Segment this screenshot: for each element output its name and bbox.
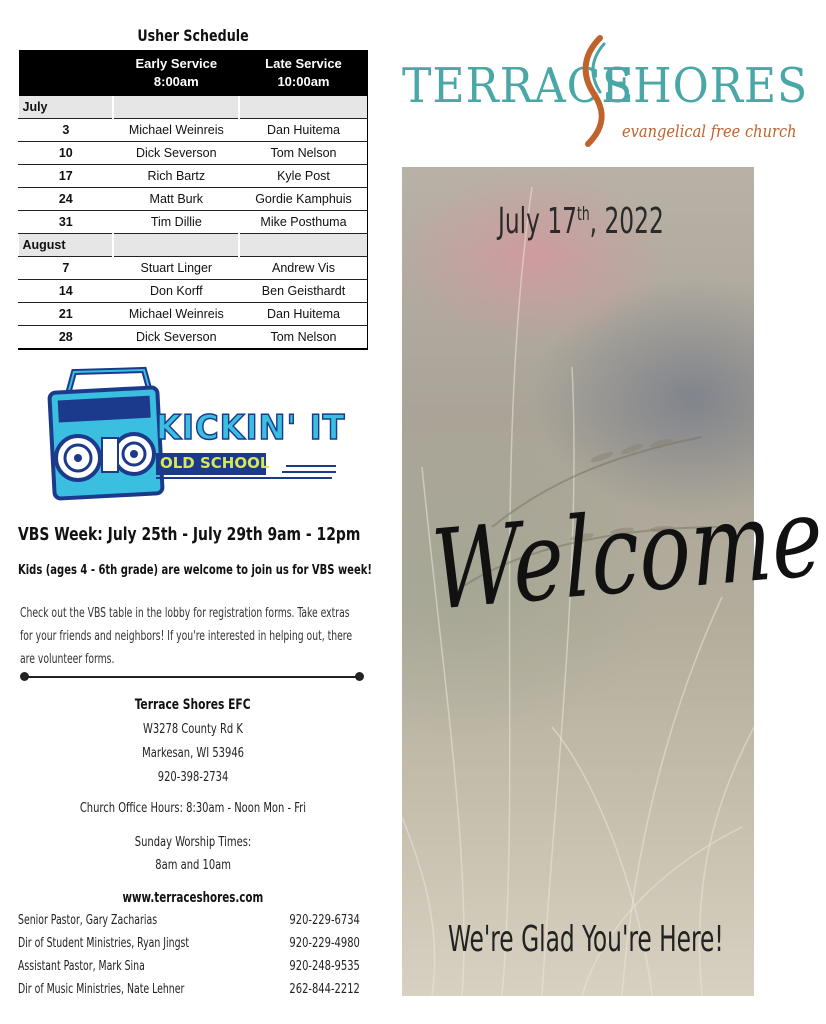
usher-header-early: Early Service 8:00am: [113, 50, 239, 96]
logo-word-terrace: TERRACE: [402, 58, 635, 114]
divider-dot-right: [355, 672, 364, 681]
usher-month-row: [19, 234, 368, 257]
divider-dot-left: [20, 672, 29, 681]
usher-cell-label: August: [19, 234, 114, 257]
usher-cell-date: 28: [19, 326, 114, 350]
usher-cell-date: 21: [19, 303, 114, 326]
usher-cell-empty: [113, 234, 239, 257]
usher-cell-early: Tim Dillie: [113, 211, 239, 234]
welcome-heading: Welcome: [428, 472, 826, 635]
logo-word-shores: SHORES: [602, 58, 809, 114]
usher-cell-late: Kyle Post: [239, 165, 367, 188]
usher-cell-empty: [113, 96, 239, 119]
church-phone: 920-398-2734: [157, 769, 229, 785]
staff-name: Assistant Pastor, Mark Sina: [18, 959, 145, 974]
usher-cell-early: Dick Severson: [113, 142, 239, 165]
vbs-week-heading: VBS Week: July 25th - July 29th 9am - 12pm: [18, 524, 361, 545]
usher-cell-early: Don Korff: [113, 280, 239, 303]
staff-name: Senior Pastor, Gary Zacharias: [18, 913, 158, 928]
usher-row: [19, 303, 368, 326]
church-name: Terrace Shores EFC: [135, 697, 251, 713]
usher-row: [19, 280, 368, 303]
usher-cell-late: Dan Huitema: [239, 303, 367, 326]
usher-cell-early: Dick Severson: [113, 326, 239, 350]
usher-cell-date: 24: [19, 188, 114, 211]
staff-row: [18, 936, 368, 959]
staff-row: [18, 959, 368, 982]
vbs-logo-title: KICKIN' IT: [156, 408, 346, 448]
section-divider: [24, 676, 360, 678]
usher-cell-date: 17: [19, 165, 114, 188]
usher-cell-date: 10: [19, 142, 114, 165]
staff-name: Dir of Music Ministries, Nate Lehner: [18, 982, 185, 997]
staff-name: Dir of Student Ministries, Ryan Jingst: [18, 936, 190, 951]
website-link[interactable]: www.terraceshores.com: [122, 890, 264, 906]
church-address-line1: W3278 County Rd K: [143, 721, 243, 737]
usher-row: [19, 257, 368, 280]
usher-cell-label: July: [19, 96, 114, 119]
usher-row: [19, 211, 368, 234]
worship-times: 8am and 10am: [155, 857, 231, 873]
vbs-details-text: Check out the VBS table in the lobby for registration forms. Take extras for your friends and neighbors! If you're interested in helping out, there are volunteer forms.: [20, 606, 353, 667]
usher-cell-late: Tom Nelson: [239, 142, 367, 165]
usher-header-date: [19, 50, 114, 96]
usher-cell-late: Ben Geisthardt: [239, 280, 367, 303]
logo-subtitle: evangelical free church: [622, 122, 797, 142]
usher-row: [19, 188, 368, 211]
usher-row: [19, 326, 368, 350]
usher-cell-late: Mike Posthuma: [239, 211, 367, 234]
usher-cell-late: Dan Huitema: [239, 119, 367, 142]
staff-row: [18, 982, 368, 1005]
usher-cell-empty: [239, 96, 367, 119]
usher-cell-late: Gordie Kamphuis: [239, 188, 367, 211]
usher-row: [19, 142, 368, 165]
usher-cell-late: Andrew Vis: [239, 257, 367, 280]
service-date: July 17th, 2022: [498, 201, 664, 242]
office-hours: Church Office Hours: 8:30am - Noon Mon - Fri: [79, 800, 307, 816]
staff-row: [18, 913, 368, 936]
usher-cell-early: Stuart Linger: [113, 257, 239, 280]
usher-cell-date: 31: [19, 211, 114, 234]
usher-cell-empty: [239, 234, 367, 257]
vbs-logo-subtitle: OLD SCHOOL: [160, 454, 270, 472]
usher-schedule-title: Usher Schedule: [137, 26, 249, 45]
staff-phone: 920-229-4980: [289, 936, 360, 951]
usher-cell-early: Michael Weinreis: [113, 119, 239, 142]
staff-list: [18, 913, 368, 1005]
staff-phone: 262-844-2212: [289, 982, 360, 997]
church-logo: [402, 36, 809, 156]
usher-cell-date: 14: [19, 280, 114, 303]
church-address-line2: Markesan, WI 53946: [142, 745, 244, 761]
staff-phone: 920-229-6734: [289, 913, 360, 928]
usher-cell-early: Matt Burk: [113, 188, 239, 211]
staff-phone: 920-248-9535: [289, 959, 360, 974]
usher-row: [19, 165, 368, 188]
usher-cell-early: Michael Weinreis: [113, 303, 239, 326]
vbs-kids-text: Kids (ages 4 - 6th grade) are welcome to join us for VBS week!: [18, 562, 372, 578]
usher-cell-date: 7: [19, 257, 114, 280]
usher-header-late: Late Service 10:00am: [239, 50, 367, 96]
usher-schedule-table: [18, 50, 368, 350]
glad-tagline: We're Glad You're Here!: [448, 919, 724, 960]
usher-cell-early: Rich Bartz: [113, 165, 239, 188]
usher-month-row: [19, 96, 368, 119]
usher-cell-late: Tom Nelson: [239, 326, 367, 350]
usher-header-row: [19, 50, 368, 96]
worship-label: Sunday Worship Times:: [134, 834, 252, 850]
usher-row: [19, 119, 368, 142]
cover-photo: [402, 167, 826, 996]
usher-cell-date: 3: [19, 119, 114, 142]
